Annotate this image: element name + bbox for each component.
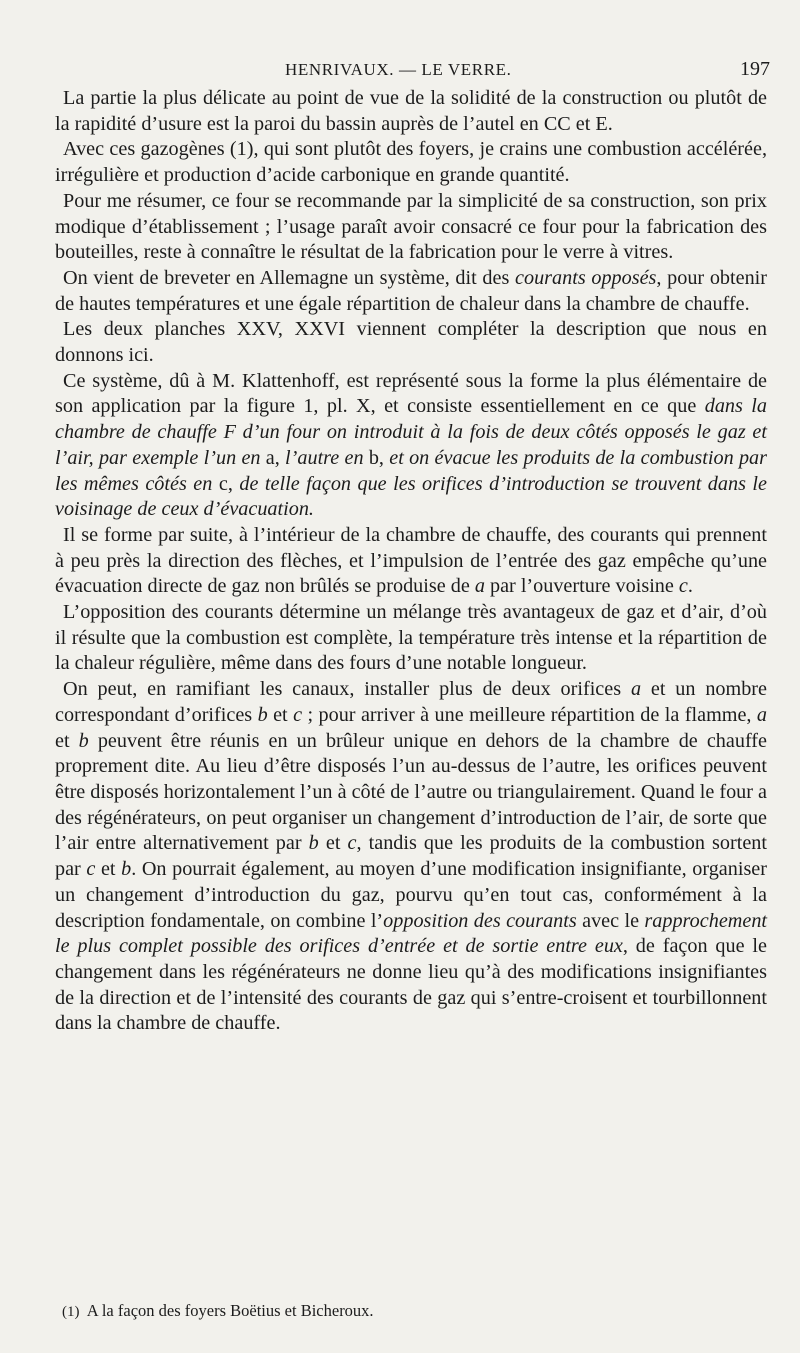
- body-text: [55, 86, 767, 1037]
- text-run: a,: [260, 446, 286, 469]
- italic-text: c: [347, 832, 357, 855]
- italic-text: opposition des courants: [383, 909, 577, 932]
- text-run: .: [687, 575, 693, 598]
- text-run: et un nombre correspondant d’orifices: [55, 678, 767, 726]
- italic-text: de telle façon que les orifices d’introduction se trouvent dans le voisinage de ceux d’évacuation.: [55, 472, 767, 521]
- footnote: [62, 1300, 762, 1323]
- paragraph: [55, 677, 767, 1037]
- paragraph: [55, 266, 767, 317]
- paragraph: [55, 137, 767, 188]
- italic-text: courants opposés: [515, 266, 657, 289]
- italic-text: l’autre en: [285, 446, 364, 469]
- text-run: , de façon que le changement dans les régénérateurs ne donne lieu qu’à des modifications insignifiantes de la direction et de l’intensité des courants de gaz qui s’entre-croisent et tourbillonnent dans la chambre de chauffe.: [55, 935, 767, 1035]
- running-title: HENRIVAUX. — LE VERRE.: [285, 60, 512, 79]
- italic-text: c: [86, 858, 96, 881]
- text-run: c,: [212, 472, 240, 495]
- text-run: . On pourrait également, au moyen d’une modification insignifiante, organiser un changement d’introduction du gaz, pourvu qu’en tout cas, conformément à la description fondamentale, on combine l’: [55, 858, 767, 932]
- text-run: ; pour arriver à une meilleure répartition de la flamme,: [302, 703, 757, 726]
- text-run: Avec ces gazogènes (1), qui sont plutôt des foyers, je crains une combustion accélérée, irrégulière et production d’acide carbonique en grande quantité.: [55, 138, 767, 187]
- italic-text: b: [257, 703, 268, 726]
- paragraph: [55, 369, 767, 523]
- footnote-text: A la façon des foyers Boëtius et Bicheroux.: [86, 1301, 374, 1320]
- text-run: et: [55, 729, 79, 752]
- page-header: [0, 58, 800, 88]
- text-run: Il se forme par suite, à l’intérieur de la chambre de chauffe, des courants qui prennent à peu près la direction des flèches, et l’impulsion de l’entrée des gaz empêche qu’une évacuation directe de gaz non brûlés se produise de: [55, 523, 767, 598]
- page-number: 197: [740, 58, 770, 80]
- paragraph: [55, 600, 767, 677]
- italic-text: a: [756, 703, 767, 726]
- italic-text: a: [630, 678, 642, 701]
- text-run: On vient de breveter en Allemagne un système, dit des: [63, 266, 516, 289]
- text-run: par l’ouverture voisine: [484, 575, 679, 598]
- italic-text: c: [293, 703, 303, 726]
- text-run: L’opposition des courants détermine un mélange très avantageux de gaz et d’air, d’où il résulte que la combustion est complète, la température très intense et la répartition de la chaleur régulière, même dans des fours d’une notable longueur.: [55, 601, 767, 675]
- text-run: avec le: [576, 909, 645, 932]
- italic-text: dans la chambre de chauffe F d’un four on introduit à la fois de deux côtés opposés le gaz et l’air, par exemple l’un en: [55, 395, 767, 469]
- paragraph: [55, 86, 767, 137]
- italic-text: b: [121, 858, 132, 881]
- paragraph: [55, 189, 767, 266]
- italic-text: et on évacue les produits de la combustion par les mêmes côtés en: [55, 446, 767, 495]
- footnote-marker: (1): [62, 1304, 80, 1320]
- italic-text: rapprochement le plus complet possible des orifices d’entrée et de sortie entre eux: [55, 909, 768, 958]
- text-run: La partie la plus délicate au point de vue de la solidité de la construction ou plutôt de la rapidité d’usure est la paroi du bassin auprès de l’autel en CC et E.: [55, 87, 767, 135]
- text-run: , tandis que les produits de la combustion sortent par: [55, 832, 767, 881]
- text-run: et: [95, 858, 122, 881]
- text-run: peuvent être réunis en un brûleur unique en dehors de la chambre de chauffe proprement dite. Au lieu d’être disposés l’un au-dessus de l’autre, les orifices peuvent être disposés horizontalement l’un à côté de l’autre ou triangulairement. Quand le four a des régénérateurs, on peut organiser un changement d’introduction de l’air, de sorte que l’air entre alternativement par: [55, 729, 767, 855]
- text-run: Pour me résumer, ce four se recommande par la simplicité de sa construction, son prix modique d’établissement ; l’usage paraît avoir consacré ce four pour la fabrication des bouteilles, reste à connaître le résultat de la fabrication pour le verre à vitres.: [55, 189, 767, 264]
- paragraph: [55, 317, 767, 368]
- paragraph: [55, 523, 767, 600]
- italic-text: b: [78, 729, 89, 752]
- text-run: Les deux planches XXV, XXVI viennent compléter la description que nous en donnons ici.: [55, 318, 767, 367]
- text-run: , pour obtenir de hautes températures et une égale répartition de chaleur dans la chambre de chauffe.: [55, 266, 767, 315]
- italic-text: a: [474, 575, 485, 598]
- text-run: Ce système, dû à M. Klattenhoff, est représenté sous la forme la plus élémentaire de son application par la figure 1, pl. X, et consiste essentiellement en ce que: [55, 369, 767, 418]
- text-run: b,: [363, 446, 390, 469]
- italic-text: c: [678, 575, 688, 598]
- italic-text: b: [308, 832, 319, 855]
- text-run: et: [267, 703, 294, 726]
- text-run: On peut, en ramifiant les canaux, installer plus de deux orifices: [63, 678, 631, 701]
- text-run: et: [318, 832, 348, 855]
